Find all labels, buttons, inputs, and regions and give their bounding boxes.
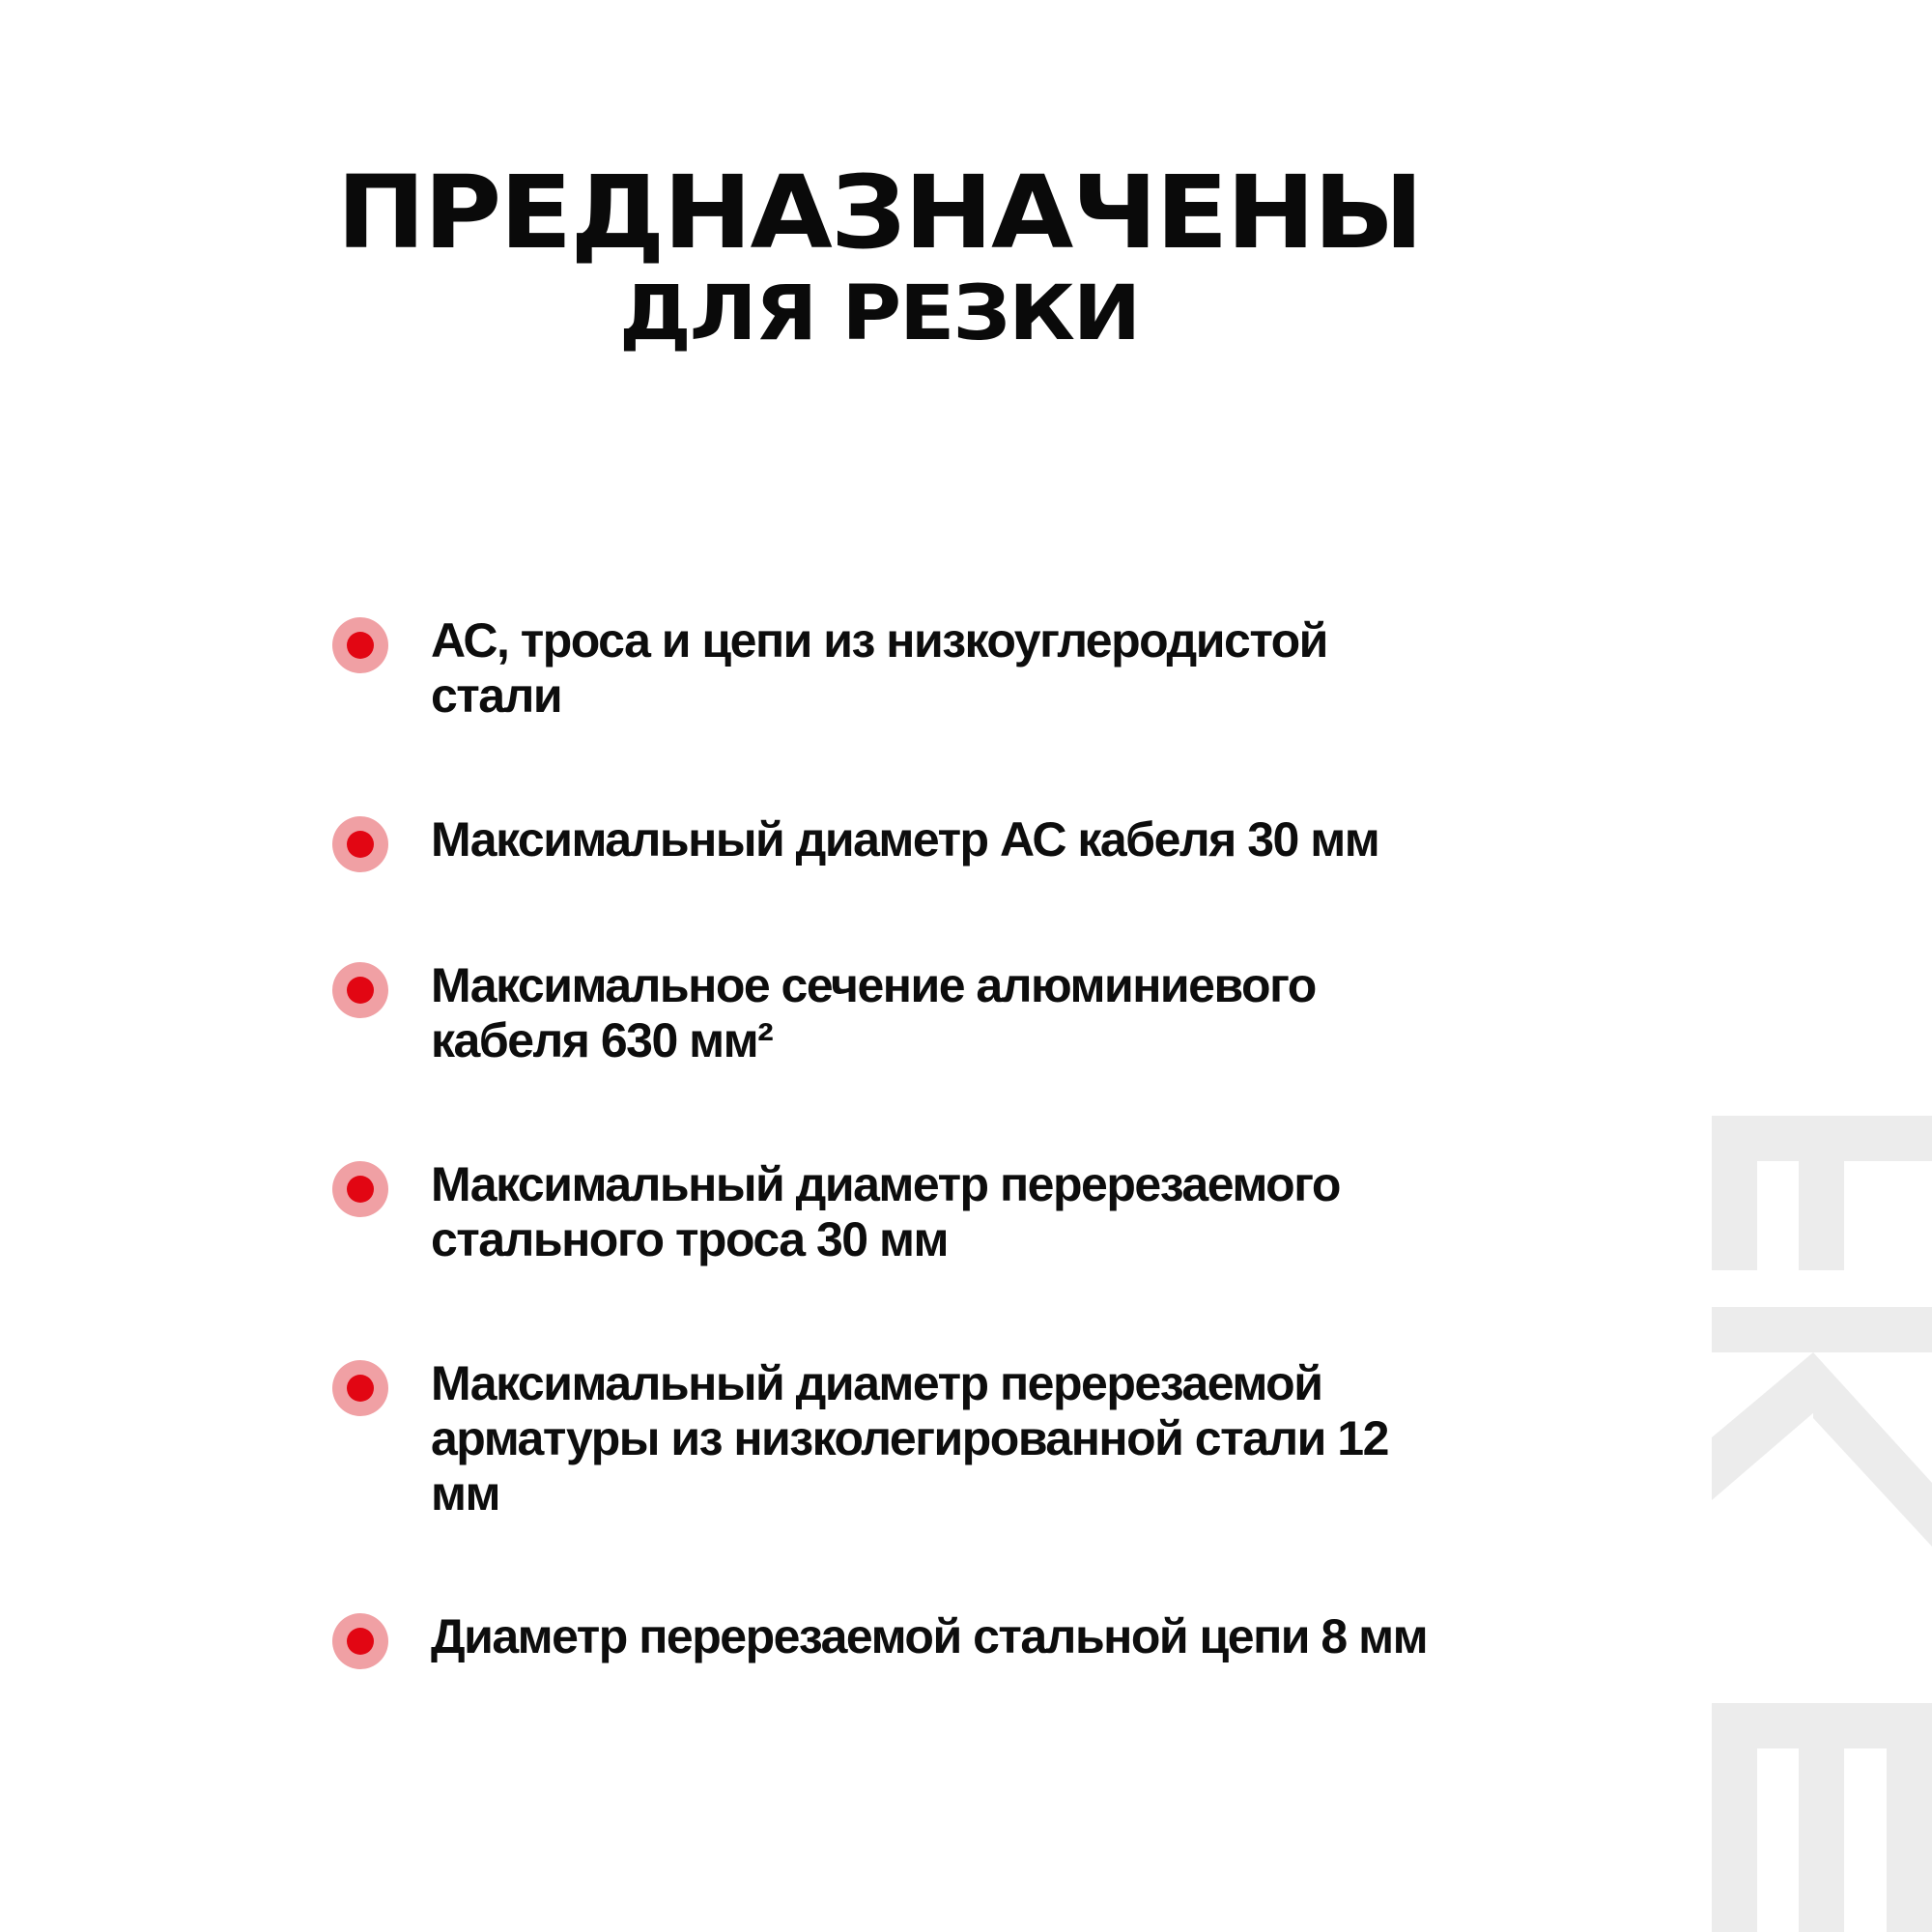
bullet-dot-icon [332,962,388,1018]
feature-text: Максимальный диаметр АС кабеля 30 мм [431,812,1379,867]
page-heading [0,154,1758,357]
feature-text: АС, троса и цепи из низкоуглеродистой стали [431,613,1327,723]
feature-text: Максимальное сечение алюминиевого кабеля 630 мм² [431,958,1316,1067]
bullet-dot-icon [332,816,388,872]
heading-subtitle: ДЛЯ РЕЗКИ [618,270,1140,357]
feature-text: Максимальный диаметр перерезаемого стального троса 30 мм [431,1157,1340,1266]
ekf-watermark-letters [1712,1116,1932,1932]
feature-text: Диаметр перерезаемой стальной цепи 8 мм [431,1609,1428,1663]
heading-title: ПРЕДНАЗНАЧЕНЫ [336,154,1422,271]
bullet-dot-icon [332,1360,388,1416]
bullet-dot-icon [332,1613,388,1669]
ekf-watermark-logo [1712,1116,1932,1932]
bullet-dot-icon [332,1161,388,1217]
feature-text: Максимальный диаметр перерезаемой арматуры из низколегированной стали 12 мм [431,1356,1388,1520]
bullet-dot-icon [332,617,388,673]
